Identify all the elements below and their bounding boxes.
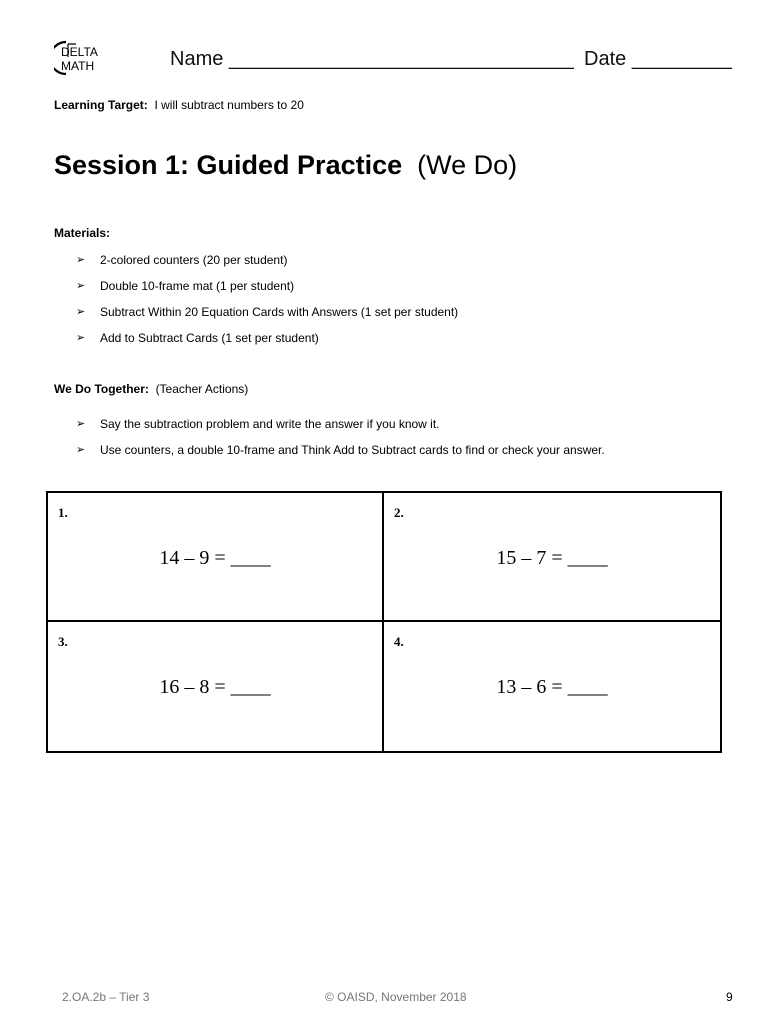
title-sub: (We Do) xyxy=(417,150,518,180)
arrow-bullet-icon: ➢ xyxy=(76,418,86,430)
name-field[interactable] xyxy=(170,48,574,71)
problem-equation: 14 – 9 = ____ xyxy=(159,547,271,569)
name-blank: _______________________________ xyxy=(228,48,574,70)
we-do-heading xyxy=(54,382,248,396)
list-item: ➢ Subtract Within 20 Equation Cards with Answers (1 set per student) xyxy=(76,305,459,319)
problem-cell[interactable] xyxy=(48,622,384,751)
learning-target-text: I will subtract numbers to 20 xyxy=(154,98,304,112)
problem-equation: 15 – 7 = ____ xyxy=(496,547,608,569)
problem-number: 4. xyxy=(394,634,404,649)
list-item: ➢ Add to Subtract Cards (1 set per student) xyxy=(76,331,319,345)
arrow-bullet-icon: ➢ xyxy=(76,254,86,266)
arrow-bullet-icon: ➢ xyxy=(76,332,86,344)
problem-cell[interactable] xyxy=(384,622,720,751)
learning-target xyxy=(54,98,304,112)
arrow-bullet-icon: ➢ xyxy=(76,306,86,318)
title-main: Session 1: Guided Practice xyxy=(54,150,403,180)
list-item: ➢ 2-colored counters (20 per student) xyxy=(76,253,288,267)
problem-equation: 16 – 8 = ____ xyxy=(159,676,271,698)
problem-cell[interactable] xyxy=(384,493,720,622)
we-do-label: We Do Together: xyxy=(54,382,149,396)
list-item: ➢ Use counters, a double 10-frame and Think Add to Subtract cards to find or check your answer. xyxy=(76,443,605,457)
problem-number: 2. xyxy=(394,505,404,520)
materials-list xyxy=(76,252,458,356)
footer-copyright: © OAISD, November 2018 xyxy=(325,990,467,1004)
delta-math-logo xyxy=(54,40,112,76)
footer-code: 2.OA.2b – Tier 3 xyxy=(62,990,150,1004)
date-field[interactable] xyxy=(584,48,732,71)
problem-grid xyxy=(46,491,722,753)
page-number: 9 xyxy=(726,990,733,1004)
materials-heading: Materials: xyxy=(54,226,111,240)
page-title xyxy=(54,150,517,181)
problem-number: 3. xyxy=(58,634,68,649)
problem-cell[interactable] xyxy=(48,493,384,622)
date-label: Date xyxy=(584,48,627,70)
learning-target-label: Learning Target: xyxy=(54,98,148,112)
arrow-bullet-icon: ➢ xyxy=(76,280,86,292)
svg-text:MATH: MATH xyxy=(61,59,95,73)
svg-text:DELTA: DELTA xyxy=(61,45,98,59)
list-item: ➢ Say the subtraction problem and write the answer if you know it. xyxy=(76,417,440,431)
we-do-list xyxy=(76,416,605,468)
we-do-note: (Teacher Actions) xyxy=(155,382,249,396)
name-label: Name xyxy=(170,48,224,70)
problem-equation: 13 – 6 = ____ xyxy=(496,676,608,698)
list-item: ➢ Double 10-frame mat (1 per student) xyxy=(76,279,295,293)
problem-number: 1. xyxy=(58,505,68,520)
arrow-bullet-icon: ➢ xyxy=(76,444,86,456)
date-blank: _________ xyxy=(631,48,732,70)
